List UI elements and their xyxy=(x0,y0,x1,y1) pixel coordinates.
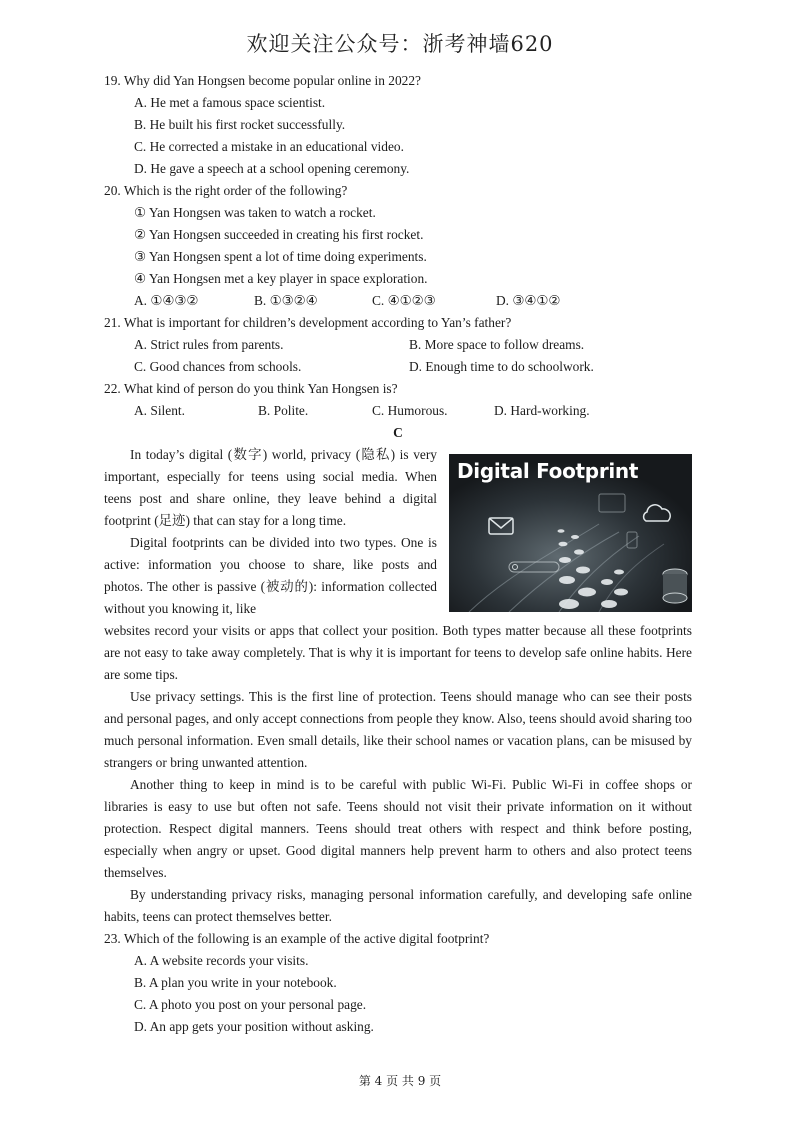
passage-paragraph-2-end: websites record your visits or apps that collect your position. Both types matter because all these footprints are not easy to take away completely. That is why it is important for teens to develop safe online habits. Here are some tips. xyxy=(104,623,692,682)
q20-statement-4: ④ Yan Hongsen met a key player in space exploration. xyxy=(134,271,428,286)
question-19: 19. Why did Yan Hongsen become popular online in 2022? xyxy=(104,73,421,88)
q20-option-a: A. ①④③② xyxy=(134,293,199,308)
q21-option-a: A. Strict rules from parents. xyxy=(134,337,284,352)
q20-statement-3: ③ Yan Hongsen spent a lot of time doing experiments. xyxy=(134,249,427,264)
image-title: Digital Footprint xyxy=(457,459,639,483)
q20-option-b: B. ①③②④ xyxy=(254,293,318,308)
passage-paragraph-4: Another thing to keep in mind is to be careful with public Wi-Fi. Public Wi-Fi in coffee shops or libraries is easy to use but often not safe. Teens should not visit their private information on it without protection. Respect digital manners. Teens should treat others with respect and think before posting, especially when angry or upset. Good digital manners help prevent harm to others and also protect teens themselves. xyxy=(104,777,692,880)
question-21: 21. What is important for children’s development according to Yan’s father? xyxy=(104,315,512,330)
q21-option-d: D. Enough time to do schoolwork. xyxy=(409,359,594,374)
q21-options-row-2 xyxy=(104,356,692,378)
q23-option-b: B. A plan you write in your notebook. xyxy=(134,975,337,990)
q23-option-a: A. A website records your visits. xyxy=(134,953,309,968)
q19-option-a: A. He met a famous space scientist. xyxy=(134,95,326,110)
q22-option-a: A. Silent. xyxy=(134,403,185,418)
digital-footprint-image xyxy=(449,454,692,612)
q20-options-row xyxy=(104,290,692,312)
q20-statement-1: ① Yan Hongsen was taken to watch a rocket. xyxy=(134,205,376,220)
q22-option-c: C. Humorous. xyxy=(372,403,448,418)
q21-options-row-1 xyxy=(104,334,692,356)
question-23: 23. Which of the following is an example of the active digital footprint? xyxy=(104,931,490,946)
database-icon xyxy=(663,593,687,603)
watermark-header: 欢迎关注公众号：浙考神墙620 xyxy=(246,32,554,56)
q22-option-d: D. Hard-working. xyxy=(494,403,590,418)
passage-paragraph-1: In today’s digital (数字) world, privacy (隐私) is very important, especially for teens using social media. When teens post and share online, they leave behind a digital footprint (足迹) that can stay for a long time. xyxy=(104,447,437,528)
q23-option-c: C. A photo you post on your personal page. xyxy=(134,997,367,1012)
q21-option-c: C. Good chances from schools. xyxy=(134,359,302,374)
question-22: 22. What kind of person do you think Yan Hongsen is? xyxy=(104,381,398,396)
passage-paragraph-2-start: Digital footprints can be divided into two types. One is active: information you choose to share, like posts and photos. The other is passive (被动的): information collected without you knowing it, like xyxy=(104,535,437,616)
q21-option-b: B. More space to follow dreams. xyxy=(409,337,585,352)
q19-option-d: D. He gave a speech at a school opening ceremony. xyxy=(134,161,410,176)
q20-option-c: C. ④①②③ xyxy=(372,293,436,308)
passage-paragraph-3: Use privacy settings. This is the first line of protection. Teens should manage who can see their posts and personal pages, and only accept connections from people they know. Also, teens should avoid sharing too much personal information. Even small details, like their school names or vacation plans, can be misused by strangers or bring unwanted attention. xyxy=(104,689,692,770)
q20-option-d: D. ③④①② xyxy=(496,293,561,308)
q23-option-d: D. An app gets your position without asking. xyxy=(134,1019,374,1034)
q19-option-b: B. He built his first rocket successfully. xyxy=(134,117,346,132)
q19-option-c: C. He corrected a mistake in an educational video. xyxy=(134,139,404,154)
passage-paragraph-5: By understanding privacy risks, managing personal information carefully, and developing safe online habits, teens can protect themselves better. xyxy=(104,887,692,924)
q20-statement-2: ② Yan Hongsen succeeded in creating his first rocket. xyxy=(134,227,424,242)
page-content xyxy=(104,70,692,1038)
q22-option-b: B. Polite. xyxy=(258,403,309,418)
section-title: C xyxy=(393,425,403,440)
q22-options-row xyxy=(104,400,692,422)
question-20: 20. Which is the right order of the following? xyxy=(104,183,348,198)
page-number: 第 4 页 共 9 页 xyxy=(358,1074,442,1088)
